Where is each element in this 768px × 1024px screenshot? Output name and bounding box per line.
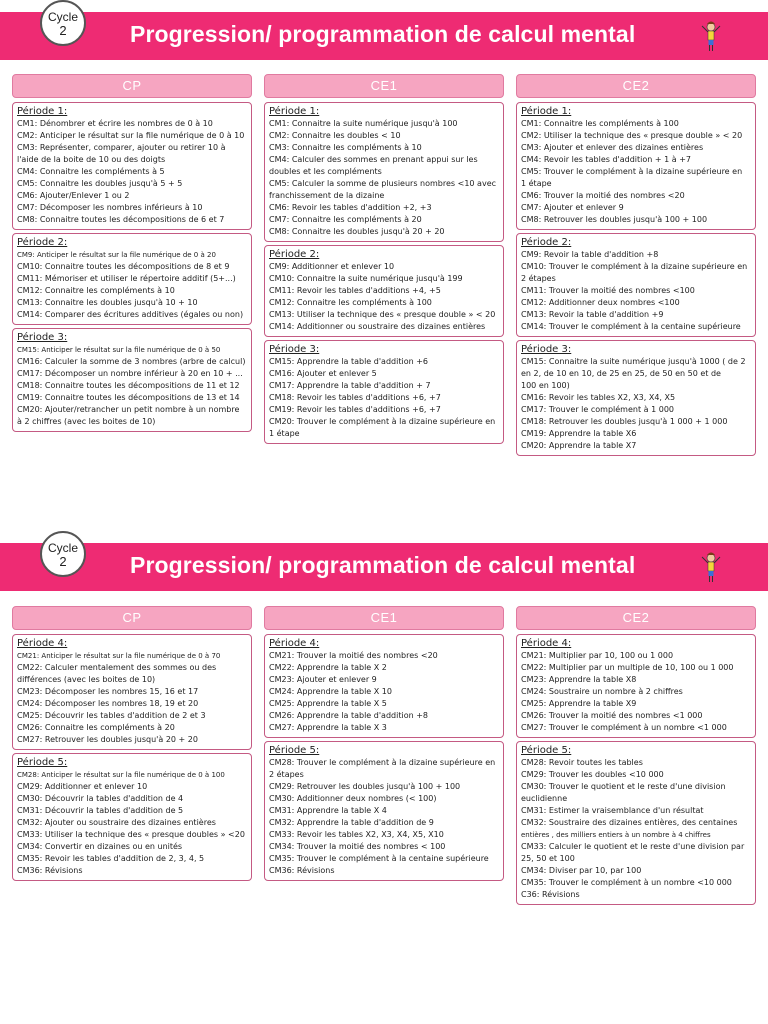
period-box xyxy=(516,340,756,456)
list-item: CM16: Ajouter et enlever 5 xyxy=(269,369,377,378)
list-item: CM32: Soustraire des dizaines entières, des centaines xyxy=(521,818,738,827)
list-item: CM15: Apprendre la table d'addition +6 xyxy=(269,357,428,366)
period-title: Période 1: xyxy=(269,106,320,117)
list-item: CM17: Décomposer un nombre inférieur à 20 en 10 + ... xyxy=(17,369,243,378)
list-item: CM1: Dénombrer et écrire les nombres de 0 à 10 xyxy=(17,119,213,128)
list-item: euclidienne xyxy=(521,794,568,803)
header-banner xyxy=(0,12,768,60)
list-item: CM6: Ajouter/Enlever 1 ou 2 xyxy=(17,191,130,200)
page-title: Progression/ programmation de calcul mental xyxy=(130,552,636,578)
list-item: CM11: Mémoriser et utiliser le répertoire additif (5+...) xyxy=(17,274,236,283)
list-item: CM22: Calculer mentalement des sommes ou des xyxy=(17,663,217,672)
column-ce1 xyxy=(264,74,504,444)
list-item: CM20: Apprendre la table X7 xyxy=(521,441,637,450)
list-item: CM26: Connaitre les compléments à 20 xyxy=(17,723,175,732)
list-item: CM25: Apprendre la table X 5 xyxy=(269,699,387,708)
list-item: CM29: Trouver les doubles <10 000 xyxy=(521,770,664,779)
list-item: CM25: Découvrir les tables d'addition de 2 et 3 xyxy=(17,711,206,720)
list-item: CM13: Connaitre les doubles jusqu'à 10 + 10 xyxy=(17,298,198,307)
column-ce2 xyxy=(516,606,756,905)
list-item: CM33: Calculer le quotient et le reste d'une division par xyxy=(521,842,745,851)
list-item: l'aide de la boite de 10 ou des doigts xyxy=(17,155,166,164)
list-item: CM23: Apprendre la table X8 xyxy=(521,675,637,684)
list-item: CM21: Multiplier par 10, 100 ou 1 000 xyxy=(521,651,674,660)
list-item: CM34: Diviser par 10, par 100 xyxy=(521,866,642,875)
list-item: CM19: Revoir les tables d'additions +6, +7 xyxy=(269,405,441,414)
list-item: CM24: Soustraire un nombre à 2 chiffres xyxy=(521,687,683,696)
list-item: CM8: Connaitre les doubles jusqu'à 20 + 20 xyxy=(269,227,445,236)
column-header: CE2 xyxy=(516,74,756,98)
period-title: Période 3: xyxy=(17,332,68,343)
list-item: CM2: Connaitre les doubles < 10 xyxy=(269,131,401,140)
list-item: CM7: Décomposer les nombres inférieurs à 10 xyxy=(17,203,203,212)
list-item: en 2, de 10 en 10, de 25 en 25, de 50 en 50 et de xyxy=(521,369,721,378)
list-item: C36: Révisions xyxy=(521,890,580,899)
list-item: CM26: Trouver la moitié des nombres <1 000 xyxy=(521,711,703,720)
list-item: CM16: Revoir les tables X2, X3, X4, X5 xyxy=(521,393,676,402)
list-item: CM10: Connaitre la suite numérique jusqu'à 199 xyxy=(269,274,463,283)
list-item: CM4: Revoir les tables d'addition + 1 à +7 xyxy=(521,155,691,164)
list-item: CM12: Additionner deux nombres <100 xyxy=(521,298,680,307)
list-item: CM7: Ajouter et enlever 9 xyxy=(521,203,624,212)
list-item: CM31: Découvrir la tables d'addition de 5 xyxy=(17,806,184,815)
list-item: CM21: Trouver la moitié des nombres <20 xyxy=(269,651,438,660)
list-item: CM4: Connaitre les compléments à 5 xyxy=(17,167,165,176)
list-item: CM27: Retrouver les doubles jusqu'à 20 + 20 xyxy=(17,735,198,744)
cycle-badge xyxy=(40,0,86,46)
list-item: CM17: Apprendre la table d'addition + 7 xyxy=(269,381,431,390)
list-item: CM34: Convertir en dizaines ou en unités xyxy=(17,842,183,851)
list-item: CM31: Apprendre la table X 4 xyxy=(269,806,387,815)
column-header: CE1 xyxy=(264,606,504,630)
list-item: CM12: Connaitre les compléments à 10 xyxy=(17,286,175,295)
child-figure-icon xyxy=(696,549,726,585)
list-item: CM32: Ajouter ou soustraire des dizaines entières xyxy=(17,818,216,827)
header-banner xyxy=(0,543,768,591)
list-item: CM11: Revoir les tables d'additions +4, +5 xyxy=(269,286,441,295)
list-item: CM23: Décomposer les nombres 15, 16 et 17 xyxy=(17,687,199,696)
list-item: CM20: Trouver le complément à la dizaine supérieure en xyxy=(269,417,496,426)
column-header: CP xyxy=(12,606,252,630)
list-item: CM35: Trouver le complément à un nombre <10 000 xyxy=(521,878,732,887)
period-title: Période 5: xyxy=(269,745,320,756)
list-item: CM10: Trouver le complément à la dizaine supérieure en xyxy=(521,262,748,271)
list-item: CM27: Apprendre la table X 3 xyxy=(269,723,387,732)
period-box xyxy=(12,753,252,881)
period-title: Période 5: xyxy=(521,745,572,756)
list-item: entières , des milliers entiers à un nombre à 4 chiffres xyxy=(521,831,711,839)
list-item: CM28: Trouver le complément à la dizaine supérieure en xyxy=(269,758,496,767)
list-item: CM14: Comparer des écritures additives (égales ou non) xyxy=(17,310,244,319)
list-item: doubles et les compléments xyxy=(269,167,382,176)
list-item: CM2: Utiliser la technique des « presque double » < 20 xyxy=(521,131,743,140)
list-item: CM4: Calculer des sommes en prenant appui sur les xyxy=(269,155,478,164)
list-item: CM22: Apprendre la table X 2 xyxy=(269,663,387,672)
list-item: 1 étape xyxy=(521,179,552,188)
list-item: CM10: Connaitre toutes les décompositions de 8 et 9 xyxy=(17,262,230,271)
list-item: CM18: Revoir les tables d'additions +6, +7 xyxy=(269,393,441,402)
column-header: CP xyxy=(12,74,252,98)
list-item: CM36: Révisions xyxy=(17,866,83,875)
list-item: CM24: Décomposer les nombres 18, 19 et 20 xyxy=(17,699,199,708)
list-item: CM5: Calculer la somme de plusieurs nombres <10 avec xyxy=(269,179,497,188)
list-item: CM17: Trouver le complément à 1 000 xyxy=(521,405,674,414)
list-item: 25, 50 et 100 xyxy=(521,854,575,863)
list-item: CM8: Connaitre toutes les décompositions de 6 et 7 xyxy=(17,215,225,224)
period-box xyxy=(12,233,252,325)
page-title: Progression/ programmation de calcul mental xyxy=(130,21,636,47)
list-item: CM25: Apprendre la table X9 xyxy=(521,699,637,708)
list-item: CM9: Anticiper le résultat sur la file numérique de 0 à 20 xyxy=(17,251,216,259)
list-item: 100 en 100) xyxy=(521,381,570,390)
period-box xyxy=(516,741,756,905)
list-item: CM27: Trouver le complément à un nombre <1 000 xyxy=(521,723,727,732)
child-figure-icon xyxy=(696,18,726,54)
cycle-label: Cycle xyxy=(47,541,78,555)
period-box xyxy=(516,634,756,738)
list-item: CM2: Anticiper le résultat sur la file numérique de 0 à 10 xyxy=(17,131,245,140)
list-item: CM33: Utiliser la technique des « presque doubles » <20 xyxy=(17,830,245,839)
cycle-label: Cycle xyxy=(47,10,78,24)
period-title: Période 1: xyxy=(17,106,68,117)
list-item: CM1: Connaitre les compléments à 100 xyxy=(521,119,679,128)
cycle-number: 2 xyxy=(59,23,67,38)
column-ce2 xyxy=(516,74,756,456)
period-box xyxy=(264,245,504,337)
list-item: CM14: Additionner ou soustraire des dizaines entières xyxy=(269,322,486,331)
list-item: CM8: Retrouver les doubles jusqu'à 100 + 100 xyxy=(521,215,708,224)
list-item: CM36: Révisions xyxy=(269,866,335,875)
period-title: Période 2: xyxy=(17,237,68,248)
cycle-number: 2 xyxy=(59,554,67,569)
list-item: CM5: Trouver le complément à la dizaine supérieure en xyxy=(521,167,743,176)
period-title: Période 3: xyxy=(521,344,572,355)
list-item: CM16: Calculer la somme de 3 nombres (arbre de calcul) xyxy=(17,357,246,366)
list-item: CM15: Anticiper le résultat sur la file numérique de 0 à 50 xyxy=(17,346,221,354)
list-item: CM3: Ajouter et enlever des dizaines entières xyxy=(521,143,704,152)
list-item: CM3: Connaitre les compléments à 10 xyxy=(269,143,422,152)
list-item: CM31: Estimer la vraisemblance d'un résultat xyxy=(521,806,704,815)
period-title: Période 2: xyxy=(521,237,572,248)
period-box xyxy=(12,328,252,432)
list-item: 2 étapes xyxy=(521,274,556,283)
list-item: CM18: Retrouver les doubles jusqu'à 1 000 + 1 000 xyxy=(521,417,728,426)
list-item: CM33: Revoir les tables X2, X3, X4, X5, X10 xyxy=(269,830,444,839)
list-item: CM24: Apprendre la table X 10 xyxy=(269,687,392,696)
list-item: à 2 chiffres (avec les boites de 10) xyxy=(17,417,156,426)
list-item: CM35: Trouver le complément à la centaine supérieure xyxy=(269,854,489,863)
column-header: CE2 xyxy=(516,606,756,630)
list-item: CM19: Apprendre la table X6 xyxy=(521,429,637,438)
list-item: 2 étapes xyxy=(269,770,304,779)
period-title: Période 5: xyxy=(17,757,68,768)
list-item: CM9: Additionner et enlever 10 xyxy=(269,262,395,271)
list-item: CM21: Anticiper le résultat sur la file numérique de 0 à 70 xyxy=(17,652,221,660)
cycle-badge xyxy=(40,531,86,577)
list-item: différences (avec les boites de 10) xyxy=(17,675,156,684)
list-item: CM30: Trouver le quotient et le reste d'une division xyxy=(521,782,726,791)
period-title: Période 2: xyxy=(269,249,320,260)
list-item: CM5: Connaitre les doubles jusqu'à 5 + 5 xyxy=(17,179,183,188)
list-item: CM23: Ajouter et enlever 9 xyxy=(269,675,377,684)
period-title: Période 4: xyxy=(17,638,68,649)
column-cp xyxy=(12,74,252,432)
column-header: CE1 xyxy=(264,74,504,98)
list-item: CM32: Apprendre la table d'addition de 9 xyxy=(269,818,434,827)
list-item: CM35: Revoir les tables d'addition de 2, 3, 4, 5 xyxy=(17,854,205,863)
list-item: CM1: Connaitre la suite numérique jusqu'à 100 xyxy=(269,119,458,128)
list-item: CM29: Retrouver les doubles jusqu'à 100 + 100 xyxy=(269,782,461,791)
list-item: CM18: Connaitre toutes les décompositions de 11 et 12 xyxy=(17,381,240,390)
list-item: CM30: Additionner deux nombres (< 100) xyxy=(269,794,437,803)
list-item: CM13: Utiliser la technique des « presque double » < 20 xyxy=(269,310,496,319)
list-item: CM14: Trouver le complément à la centaine supérieure xyxy=(521,322,741,331)
period-box xyxy=(264,741,504,881)
list-item: franchissement de la dizaine xyxy=(269,191,385,200)
list-item: CM6: Revoir les tables d'addition +2, +3 xyxy=(269,203,432,212)
period-box xyxy=(516,233,756,337)
list-item: CM29: Additionner et enlever 10 xyxy=(17,782,148,791)
column-cp xyxy=(12,606,252,881)
list-item: CM34: Trouver la moitié des nombres < 100 xyxy=(269,842,446,851)
list-item: CM19: Connaitre toutes les décompositions de 13 et 14 xyxy=(17,393,240,402)
list-item: CM11: Trouver la moitié des nombres <100 xyxy=(521,286,695,295)
list-item: CM22: Multiplier par un multiple de 10, 100 ou 1 000 xyxy=(521,663,734,672)
period-box xyxy=(264,102,504,242)
list-item: CM28: Revoir toutes les tables xyxy=(521,758,643,767)
list-item: CM6: Trouver la moitié des nombres <20 xyxy=(521,191,685,200)
list-item: CM15: Connaitre la suite numérique jusqu'à 1000 ( de 2 xyxy=(521,357,746,366)
period-box xyxy=(264,634,504,738)
period-box xyxy=(12,634,252,750)
period-box xyxy=(264,340,504,444)
period-title: Période 3: xyxy=(269,344,320,355)
list-item: CM9: Revoir la table d'addition +8 xyxy=(521,250,659,259)
list-item: CM12: Connaitre les compléments à 100 xyxy=(269,298,432,307)
period-box xyxy=(12,102,252,230)
list-item: 1 étape xyxy=(269,429,300,438)
period-title: Période 4: xyxy=(521,638,572,649)
list-item: CM28: Anticiper le résultat sur la file numérique de 0 à 100 xyxy=(17,771,225,779)
list-item: CM13: Revoir la table d'addition +9 xyxy=(521,310,664,319)
period-box xyxy=(516,102,756,230)
list-item: CM3: Représenter, comparer, ajouter ou retirer 10 à xyxy=(17,143,226,152)
list-item: CM20: Ajouter/retrancher un petit nombre à un nombre xyxy=(17,405,240,414)
list-item: CM30: Découvrir la tables d'addition de 4 xyxy=(17,794,184,803)
column-ce1 xyxy=(264,606,504,881)
list-item: CM7: Connaitre les compléments à 20 xyxy=(269,215,422,224)
period-title: Période 4: xyxy=(269,638,320,649)
list-item: CM26: Apprendre la table d'addition +8 xyxy=(269,711,428,720)
period-title: Période 1: xyxy=(521,106,572,117)
